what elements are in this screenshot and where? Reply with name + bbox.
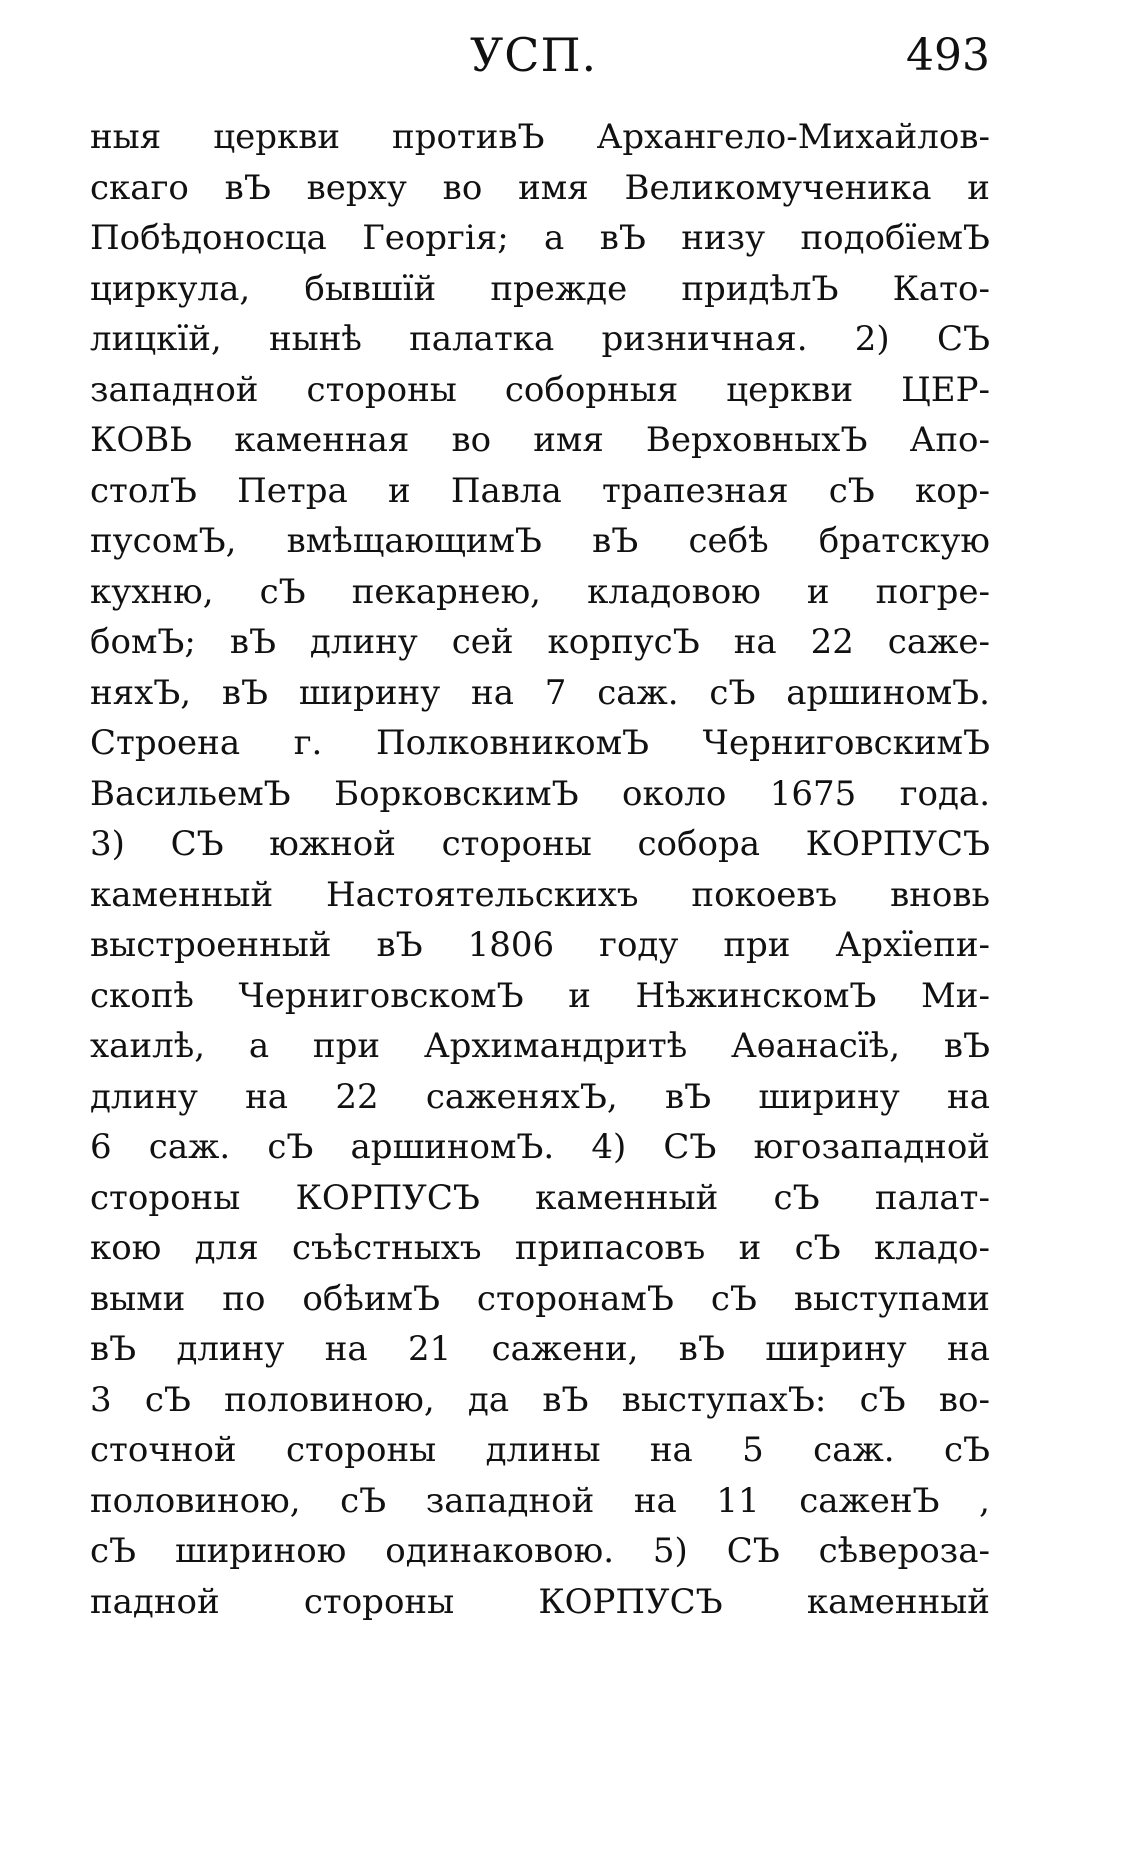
word: себѣ: [688, 521, 769, 561]
word: сЪ: [259, 571, 306, 612]
text-line: [90, 1375, 990, 1426]
word: Побѣдоносца: [90, 218, 327, 258]
word: низу: [681, 218, 766, 258]
word: и: [967, 167, 990, 208]
text-line: [90, 1021, 990, 1072]
word: соборныя: [504, 369, 679, 410]
word: придѣлЪ: [681, 268, 839, 309]
text-line: [90, 163, 990, 214]
word: сЪ: [90, 1531, 137, 1571]
word: выми: [90, 1278, 186, 1319]
word: сЪ: [144, 1379, 191, 1420]
word: и: [568, 975, 591, 1016]
word: имя: [533, 420, 604, 460]
text-line: [90, 920, 990, 971]
text-line: [90, 1274, 990, 1325]
word: каменный: [806, 1581, 990, 1622]
page-number: 493: [906, 30, 990, 81]
word: для: [194, 1228, 259, 1268]
word: имя: [518, 167, 589, 208]
word: обѣимЪ: [302, 1278, 440, 1319]
word: вновь: [890, 874, 990, 915]
word: шириною: [174, 1531, 347, 1571]
word: СЪ: [663, 1127, 717, 1167]
text-line: [90, 769, 990, 820]
word: БорковскимЪ: [334, 773, 579, 814]
word: и: [806, 571, 830, 612]
word: нынѣ: [268, 319, 362, 359]
word: прежде: [490, 268, 628, 309]
word: выступахЪ:: [621, 1379, 827, 1420]
word: западной: [90, 369, 259, 410]
text-line: [90, 213, 990, 264]
word: кухню,: [90, 571, 214, 612]
word: ныя: [90, 117, 162, 157]
word: по: [222, 1278, 266, 1319]
word: вЪ: [90, 1329, 137, 1369]
word: сЪ: [709, 672, 756, 713]
word: 21: [408, 1329, 452, 1369]
word: году: [599, 925, 679, 965]
text-line: [90, 567, 990, 618]
body-text: [90, 112, 990, 1627]
word: на: [471, 672, 514, 713]
word: сЪ: [710, 1278, 757, 1319]
text-line: [90, 1173, 990, 1224]
text-line: [90, 718, 990, 769]
word: каменный: [535, 1177, 719, 1218]
word: выступами: [793, 1278, 990, 1319]
word: Като-: [892, 268, 990, 309]
word: падной: [90, 1581, 220, 1622]
word: западной: [425, 1480, 595, 1521]
word: палат-: [874, 1177, 990, 1218]
word: длину: [90, 1076, 198, 1117]
word: 2): [854, 319, 890, 359]
word: саж.: [597, 672, 679, 713]
word: 22: [335, 1076, 379, 1117]
text-line: [90, 819, 990, 870]
word: стороны: [306, 369, 457, 410]
word: КОВЬ: [90, 420, 193, 460]
word: да: [467, 1379, 510, 1420]
word: Петра: [237, 470, 348, 511]
word: года.: [899, 773, 990, 814]
word: СЪ: [936, 319, 990, 359]
word: Настоятельскихъ: [326, 874, 639, 915]
word: трапезная: [601, 470, 789, 511]
word: ширину: [758, 1076, 900, 1117]
word: половиною,: [90, 1480, 301, 1521]
word: циркула,: [90, 268, 251, 309]
word: бывшїй: [304, 268, 437, 309]
text-line: [90, 516, 990, 567]
word: Великомученика: [624, 167, 932, 208]
word: вЪ: [592, 521, 639, 561]
text-line: [90, 365, 990, 416]
word: ширину: [765, 1329, 907, 1369]
text-line: [90, 415, 990, 466]
word: ЧерниговскимЪ: [702, 723, 990, 763]
word: и: [387, 470, 411, 511]
word: длину: [176, 1329, 285, 1369]
word: столЪ: [90, 470, 197, 511]
word: во: [451, 420, 492, 460]
text-line: [90, 112, 990, 163]
word: аршиномЪ.: [350, 1127, 555, 1167]
word: 5: [742, 1430, 764, 1470]
word: ширину: [298, 672, 441, 713]
word: во: [442, 167, 483, 208]
word: а: [544, 218, 565, 258]
word: КОРПУСЪ: [295, 1177, 480, 1218]
text-line: [90, 1526, 990, 1577]
word: вЪ: [678, 1329, 725, 1369]
word: длины: [485, 1430, 601, 1470]
word: сЪ: [828, 470, 875, 511]
word: аршиномЪ.: [786, 672, 990, 713]
word: кладовою: [587, 571, 761, 612]
word: сточной: [90, 1430, 237, 1470]
word: 3): [90, 824, 125, 864]
word: сЪ: [267, 1127, 314, 1167]
word: саж.: [813, 1430, 895, 1470]
word: ризничная.: [601, 319, 808, 359]
word: и: [738, 1228, 762, 1268]
word: скаго: [90, 167, 189, 208]
word: вЪ: [599, 218, 646, 258]
text-line: [90, 870, 990, 921]
word: вЪ: [542, 1379, 589, 1420]
word: Апо-: [909, 420, 990, 460]
word: вЪ: [943, 1026, 990, 1066]
word: вмѣщающимЪ: [286, 521, 542, 561]
word: стороны: [441, 824, 592, 864]
word: длину: [309, 622, 418, 662]
word: СЪ: [726, 1531, 780, 1571]
word: КОРПУСЪ: [538, 1581, 723, 1622]
word: вЪ: [376, 925, 423, 965]
word: 5): [652, 1531, 688, 1571]
word: южной: [269, 824, 396, 864]
word: противЪ: [392, 117, 545, 157]
word: 3: [90, 1379, 112, 1420]
word: на: [947, 1329, 990, 1369]
word: на: [324, 1329, 368, 1369]
word: братскую: [818, 521, 990, 561]
word: съѣстныхъ: [292, 1228, 482, 1268]
word: на: [947, 1076, 990, 1117]
word: Ми-: [920, 975, 990, 1016]
word: саж.: [148, 1127, 231, 1167]
word: верху: [306, 167, 407, 208]
text-line: [90, 617, 990, 668]
word: Архїепи-: [835, 925, 990, 965]
word: сЪ: [859, 1379, 906, 1420]
word: 11: [716, 1480, 760, 1521]
word: вЪ: [664, 1076, 712, 1117]
word: вЪ: [229, 622, 276, 662]
text-line: [90, 1072, 990, 1123]
word: покоевъ: [691, 874, 838, 915]
word: ВасильемЪ: [90, 773, 291, 814]
word: припасовъ: [514, 1228, 706, 1268]
word: лицкїй,: [90, 319, 222, 359]
word: скопѣ: [90, 975, 194, 1016]
word: стороны: [303, 1581, 455, 1622]
text-line: [90, 1425, 990, 1476]
word: пекарнею,: [351, 571, 541, 612]
word: югозападной: [753, 1127, 990, 1167]
word: вЪ: [221, 672, 269, 713]
text-line: [90, 1577, 990, 1628]
word: СЪ: [170, 824, 224, 864]
word: церкви: [726, 369, 854, 410]
text-line: [90, 314, 990, 365]
word: ЦЕР-: [901, 369, 990, 410]
word: КОРПУСЪ: [805, 824, 990, 864]
word: сЪ: [943, 1430, 990, 1470]
word: сЪ: [794, 1228, 841, 1268]
word: одинаковою.: [385, 1531, 615, 1571]
word: 7: [544, 672, 567, 713]
word: Архангело-Михайлов-: [596, 117, 990, 157]
word: ПолковникомЪ: [375, 723, 650, 763]
word: сЪ: [773, 1177, 820, 1218]
text-line: [90, 1324, 990, 1375]
word: кою: [90, 1228, 162, 1268]
word: корпусЪ: [547, 622, 700, 662]
word: Павла: [450, 470, 562, 511]
running-head: [90, 28, 990, 88]
text-line: [90, 1122, 990, 1173]
word: 4): [591, 1127, 627, 1167]
word: сЪ: [340, 1480, 387, 1521]
word: вЪ: [224, 167, 271, 208]
word: 1675: [769, 773, 857, 814]
word: каменный: [90, 874, 274, 915]
word: при: [723, 925, 791, 965]
word: Георгія;: [362, 218, 509, 258]
word: каменная: [234, 420, 410, 460]
word: ,: [979, 1480, 990, 1521]
text-line: [90, 971, 990, 1022]
word: 22: [810, 622, 854, 662]
word: ВерховныхЪ: [645, 420, 868, 460]
word: сторонамЪ: [476, 1278, 674, 1319]
word: собора: [637, 824, 761, 864]
word: кор-: [915, 470, 990, 511]
text-line: [90, 466, 990, 517]
word: Аѳанасїѣ,: [731, 1026, 901, 1066]
word: подобїемЪ: [800, 218, 990, 258]
word: около: [622, 773, 727, 814]
word: НѣжинскомЪ: [635, 975, 877, 1016]
word: г.: [293, 723, 323, 763]
word: палатка: [409, 319, 555, 359]
word: на: [733, 622, 777, 662]
running-title: УСП.: [470, 28, 598, 82]
word: Строена: [90, 723, 241, 763]
word: церкви: [213, 117, 341, 157]
text-line: [90, 1223, 990, 1274]
word: сѣвероза-: [818, 1531, 990, 1571]
word: пусомЪ,: [90, 521, 237, 561]
word: ЧерниговскомЪ: [238, 975, 524, 1016]
word: во-: [938, 1379, 990, 1420]
word: сей: [451, 622, 514, 662]
word: а: [248, 1026, 270, 1066]
text-line: [90, 264, 990, 315]
word: сажени,: [491, 1329, 639, 1369]
word: на: [649, 1430, 693, 1470]
word: Архимандритѣ: [423, 1026, 688, 1066]
word: погре-: [875, 571, 990, 612]
word: хаилѣ,: [90, 1026, 206, 1066]
word: при: [312, 1026, 381, 1066]
word: саженЪ: [799, 1480, 940, 1521]
word: бомЪ;: [90, 622, 196, 662]
word: половиною,: [224, 1379, 435, 1420]
word: 1806: [467, 925, 555, 965]
word: стороны: [90, 1177, 241, 1218]
text-line: [90, 1476, 990, 1527]
word: кладо-: [873, 1228, 990, 1268]
word: на: [633, 1480, 677, 1521]
text-line: [90, 668, 990, 719]
word: няхЪ,: [90, 672, 192, 713]
word: выстроенный: [90, 925, 332, 965]
word: саже-: [887, 622, 990, 662]
word: 6: [90, 1127, 112, 1167]
word: саженяхЪ,: [425, 1076, 618, 1117]
word: на: [245, 1076, 289, 1117]
word: стороны: [285, 1430, 437, 1470]
